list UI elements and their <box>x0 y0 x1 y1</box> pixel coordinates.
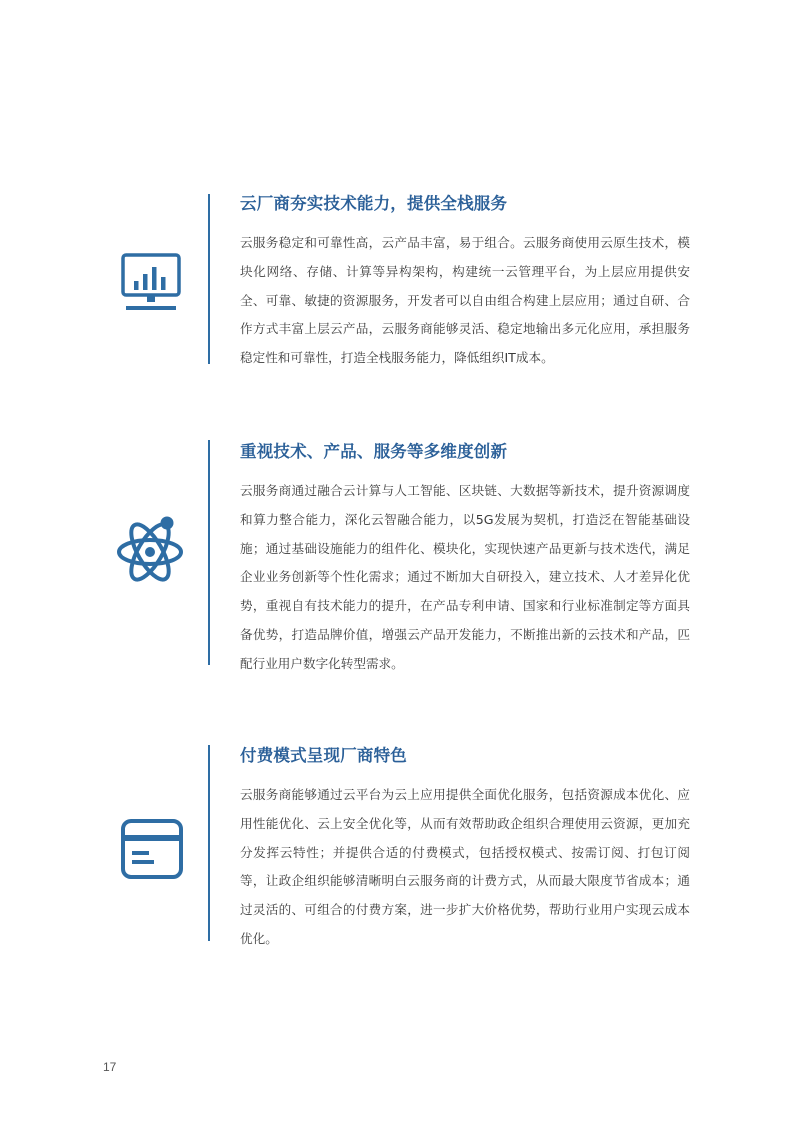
section-2-divider <box>208 440 210 665</box>
payment-card-icon <box>120 818 184 884</box>
section-1-title: 云厂商夯实技术能力，提供全栈服务 <box>240 194 508 213</box>
section-3-title: 付费模式呈现厂商特色 <box>240 746 407 765</box>
section-2-title: 重视技术、产品、服务等多维度创新 <box>240 442 508 461</box>
section-1-body: 云服务稳定和可靠性高，云产品丰富，易于组合。云服务商使用云原生技术，模块化网络、存储、计算等异构架构，构建统一云管理平台，为上层应用提供安全、可靠、敏捷的资源服务，开发者可以自由组合构建上层应用；通过自研、合作方式丰富上层云产品，云服务商能够灵活、稳定地输出多元化应用，承担服务稳定性和可靠性，打造全栈服务能力，降低组织IT成本。 <box>240 235 690 366</box>
atom-icon <box>116 514 188 590</box>
section-3-body: 云服务商能够通过云平台为云上应用提供全面优化服务，包括资源成本优化、应用性能优化、云上安全优化等，从而有效帮助政企组织合理使用云资源，更加充分发挥云特性；并提供合适的付费模式，包括授权模式、按需订阅、打包订阅等，让政企组织能够清晰明白云服务商的计费方式，从而最大限度节省成本；通过灵活的、可组合的付费方案，进一步扩大价格优势，帮助行业用户实现云成本优化。 <box>240 787 690 946</box>
section-2-body: 云服务商通过融合云计算与人工智能、区块链、大数据等新技术，提升资源调度和算力整合能力，深化云智融合能力，以5G发展为契机，打造泛在智能基础设施；通过基础设施能力的组件化、模块化，实现快速产品更新与技术迭代，满足企业业务创新等个性化需求；通过不断加大自研投入，建立技术、人才差异化优势，重视自有技术能力的提升，在产品专利申请、国家和行业标准制定等方面具备优势，打造品牌价值，增强云产品开发能力，不断推出新的云技术和产品，匹配行业用户数字化转型需求。 <box>240 483 690 671</box>
section-1-divider <box>208 194 210 364</box>
page-number: 17 <box>103 1060 117 1074</box>
section-3-divider <box>208 745 210 941</box>
monitor-bar-chart-icon <box>121 252 181 316</box>
